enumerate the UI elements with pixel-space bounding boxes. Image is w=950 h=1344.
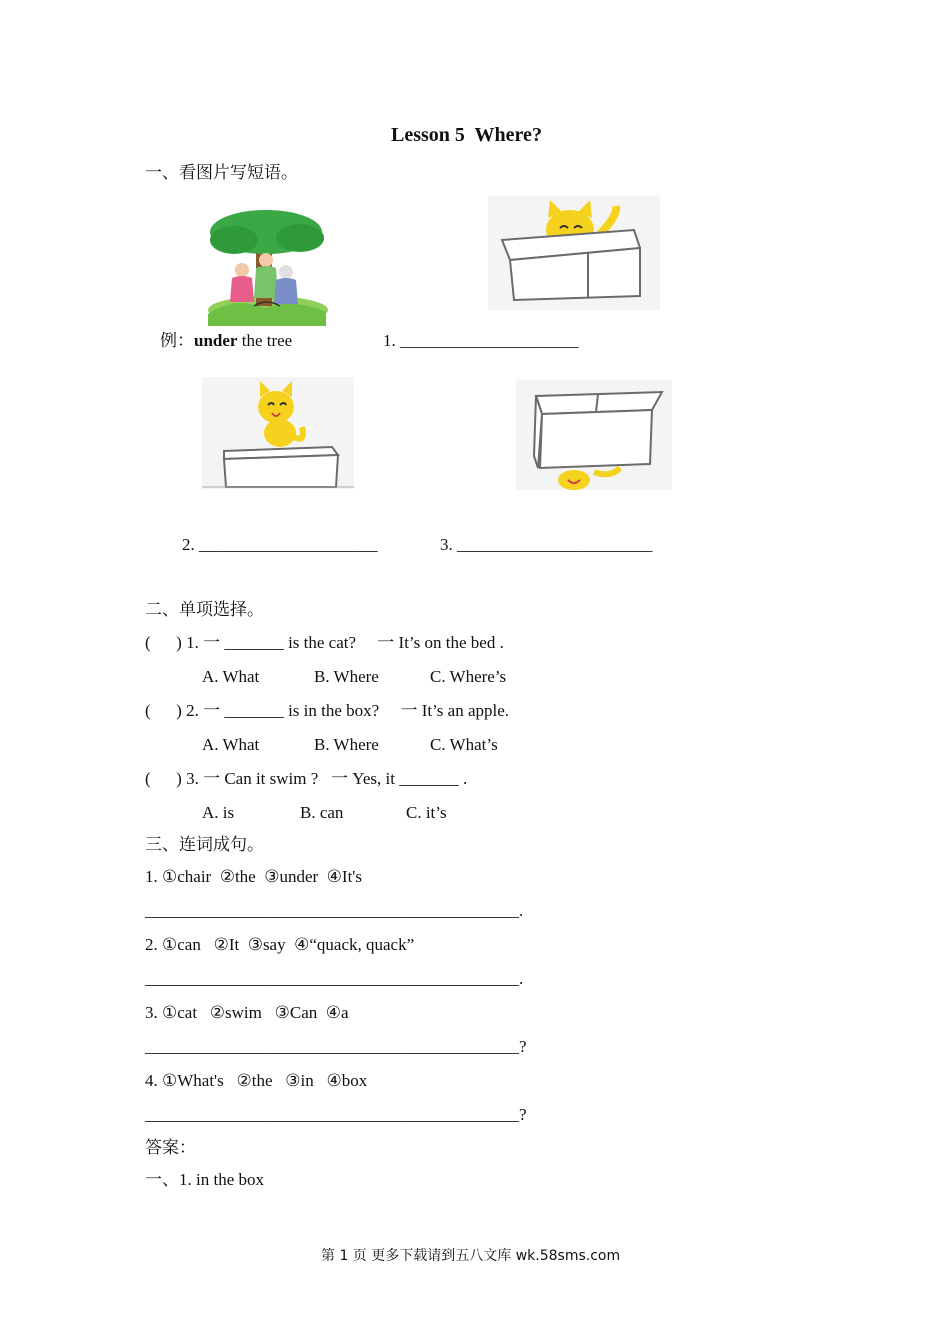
mc-option[interactable]: C. Where’s	[430, 667, 507, 686]
answer-line[interactable]: ____________________________________________.	[145, 969, 524, 988]
section3-heading: 三、连词成句。	[145, 835, 264, 854]
example-rest: the tree	[237, 331, 293, 350]
answer-section1-line: 一、1. in the box	[145, 1170, 264, 1189]
mc-question-3	[145, 768, 467, 790]
cat-in-box-picture	[488, 196, 660, 310]
word-order-words: 3. ①cat ②swim ③Can ④a	[145, 1003, 349, 1022]
cat-under-box-picture	[516, 380, 672, 490]
mc-stem: 2. 一 _______ is in the box? 一 It’s an apple.	[186, 701, 510, 720]
mc-option[interactable]: A. What	[202, 735, 260, 754]
mc-option[interactable]: B. Where	[314, 735, 379, 754]
question-1-blank[interactable]: 1. _____________________	[383, 331, 579, 350]
example-prefix: 例：	[160, 331, 194, 350]
word-order-words: 2. ①can ②It ③say ④“quack, quack”	[145, 935, 415, 954]
answer-paren[interactable]: ( )	[145, 701, 187, 720]
word-order-words: 4. ①What's ②the ③in ④box	[145, 1071, 368, 1090]
mc-question-1	[145, 632, 504, 654]
mc-option[interactable]: B. Where	[314, 667, 379, 686]
question-3-blank[interactable]: 3. _______________________	[440, 535, 653, 554]
section2-heading: 二、单项选择。	[145, 600, 264, 619]
mc-question-2	[145, 700, 509, 722]
example-phrase	[160, 330, 292, 352]
answer-line[interactable]: ____________________________________________?	[145, 1037, 527, 1056]
answer-line[interactable]: ____________________________________________.	[145, 901, 524, 920]
answers-heading: 答案：	[145, 1138, 196, 1157]
answer-paren[interactable]: ( )	[145, 769, 187, 788]
answer-paren[interactable]: ( )	[145, 633, 187, 652]
mc-stem: 1. 一 _______ is the cat? 一 It’s on the bed .	[186, 633, 504, 652]
example-keyword: under	[194, 331, 238, 350]
tree-picture	[204, 206, 330, 326]
mc-option[interactable]: C. What’s	[430, 735, 498, 754]
word-order-words: 1. ①chair ②the ③under ④It's	[145, 867, 362, 886]
mc-option[interactable]: B. can	[300, 803, 344, 822]
question-2-blank[interactable]: 2. _____________________	[182, 535, 378, 554]
section1-heading: 一、看图片写短语。	[145, 163, 298, 182]
page-title: Lesson 5 Where?	[391, 124, 542, 146]
mc-option[interactable]: A. is	[202, 803, 235, 822]
mc-stem: 3. 一 Can it swim ? 一 Yes, it _______ .	[186, 769, 468, 788]
mc-option[interactable]: C. it’s	[406, 803, 447, 822]
mc-option[interactable]: A. What	[202, 667, 260, 686]
answer-line[interactable]: ____________________________________________?	[145, 1105, 527, 1124]
cat-on-box-picture	[202, 377, 354, 489]
page-footer: 第 1 页 更多下载请到五八文库 wk.58sms.com	[321, 1248, 621, 1264]
